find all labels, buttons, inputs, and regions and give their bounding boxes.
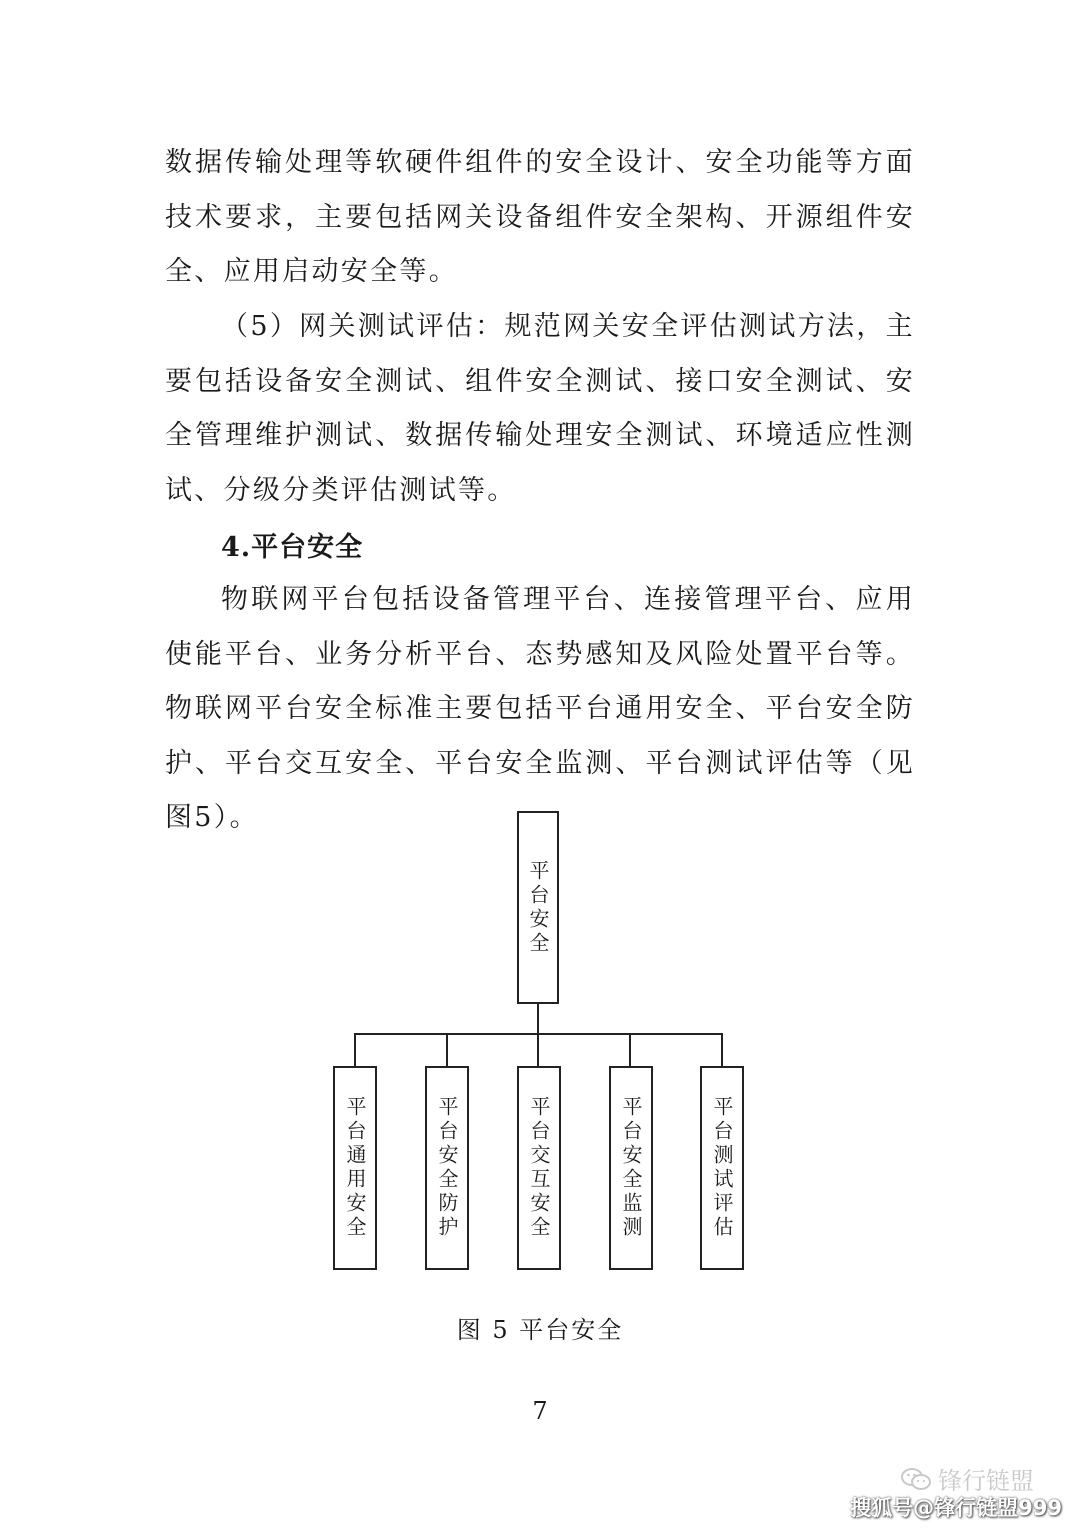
diagram-node-label: 平台通用安全 <box>343 1096 367 1240</box>
diagram-node-label: 平台交互安全 <box>527 1096 551 1240</box>
diagram-node-label: 平台安全防护 <box>435 1096 459 1240</box>
section-heading-platform-security: 4.平台安全 <box>221 532 364 563</box>
connector-root-stem <box>537 1004 539 1033</box>
diagram-node-test-evaluation <box>700 1066 744 1270</box>
paragraph-components: 数据传输处理等软硬件组件的安全设计、安全功能等方面技术要求，主要包括网关设备组件安全架构、开源组件安全、应用启动安全等。 <box>165 147 915 287</box>
connector-child-3 <box>537 1033 539 1066</box>
figure-caption: 图 5 平台安全 <box>456 1316 624 1344</box>
paragraph-platform-intro: 物联网平台包括设备管理平台、连接管理平台、应用使能平台、业务分析平台、态势感知及风险处置平台等。物联网平台安全标准主要包括平台通用安全、平台安全防护、平台交互安全、平台安全监测、平台测试评估等（见图5）。 <box>165 584 915 833</box>
diagram-root-label: 平台安全 <box>526 859 550 956</box>
watermark-account-name: 锋行链盟 <box>938 1467 1034 1495</box>
wechat-icon <box>900 1466 932 1492</box>
diagram-node-label: 平台测试评估 <box>710 1096 734 1240</box>
page-number: 7 <box>532 1397 548 1425</box>
paragraph-gateway-testing: （5）网关测试评估：规范网关安全评估测试方法，主要包括设备安全测试、组件安全测试、接口安全测试、安全管理维护测试、数据传输处理安全测试、环境适应性测试、分级分类评估测试等。 <box>165 311 915 506</box>
connector-child-4 <box>629 1033 631 1066</box>
watermark-account <box>900 1461 1034 1496</box>
diagram-node-monitoring <box>609 1066 653 1270</box>
connector-child-5 <box>721 1033 723 1066</box>
diagram-node-label: 平台安全监测 <box>619 1096 643 1240</box>
diagram-node-interaction <box>517 1066 561 1270</box>
diagram-node-general-security <box>333 1066 377 1270</box>
connector-child-2 <box>446 1033 448 1066</box>
diagram-node-protection <box>425 1066 469 1270</box>
diagram-root-node <box>517 811 559 1004</box>
watermark-source: 搜狐号@锋行链盟999 <box>850 1496 1062 1520</box>
connector-child-1 <box>354 1033 356 1066</box>
